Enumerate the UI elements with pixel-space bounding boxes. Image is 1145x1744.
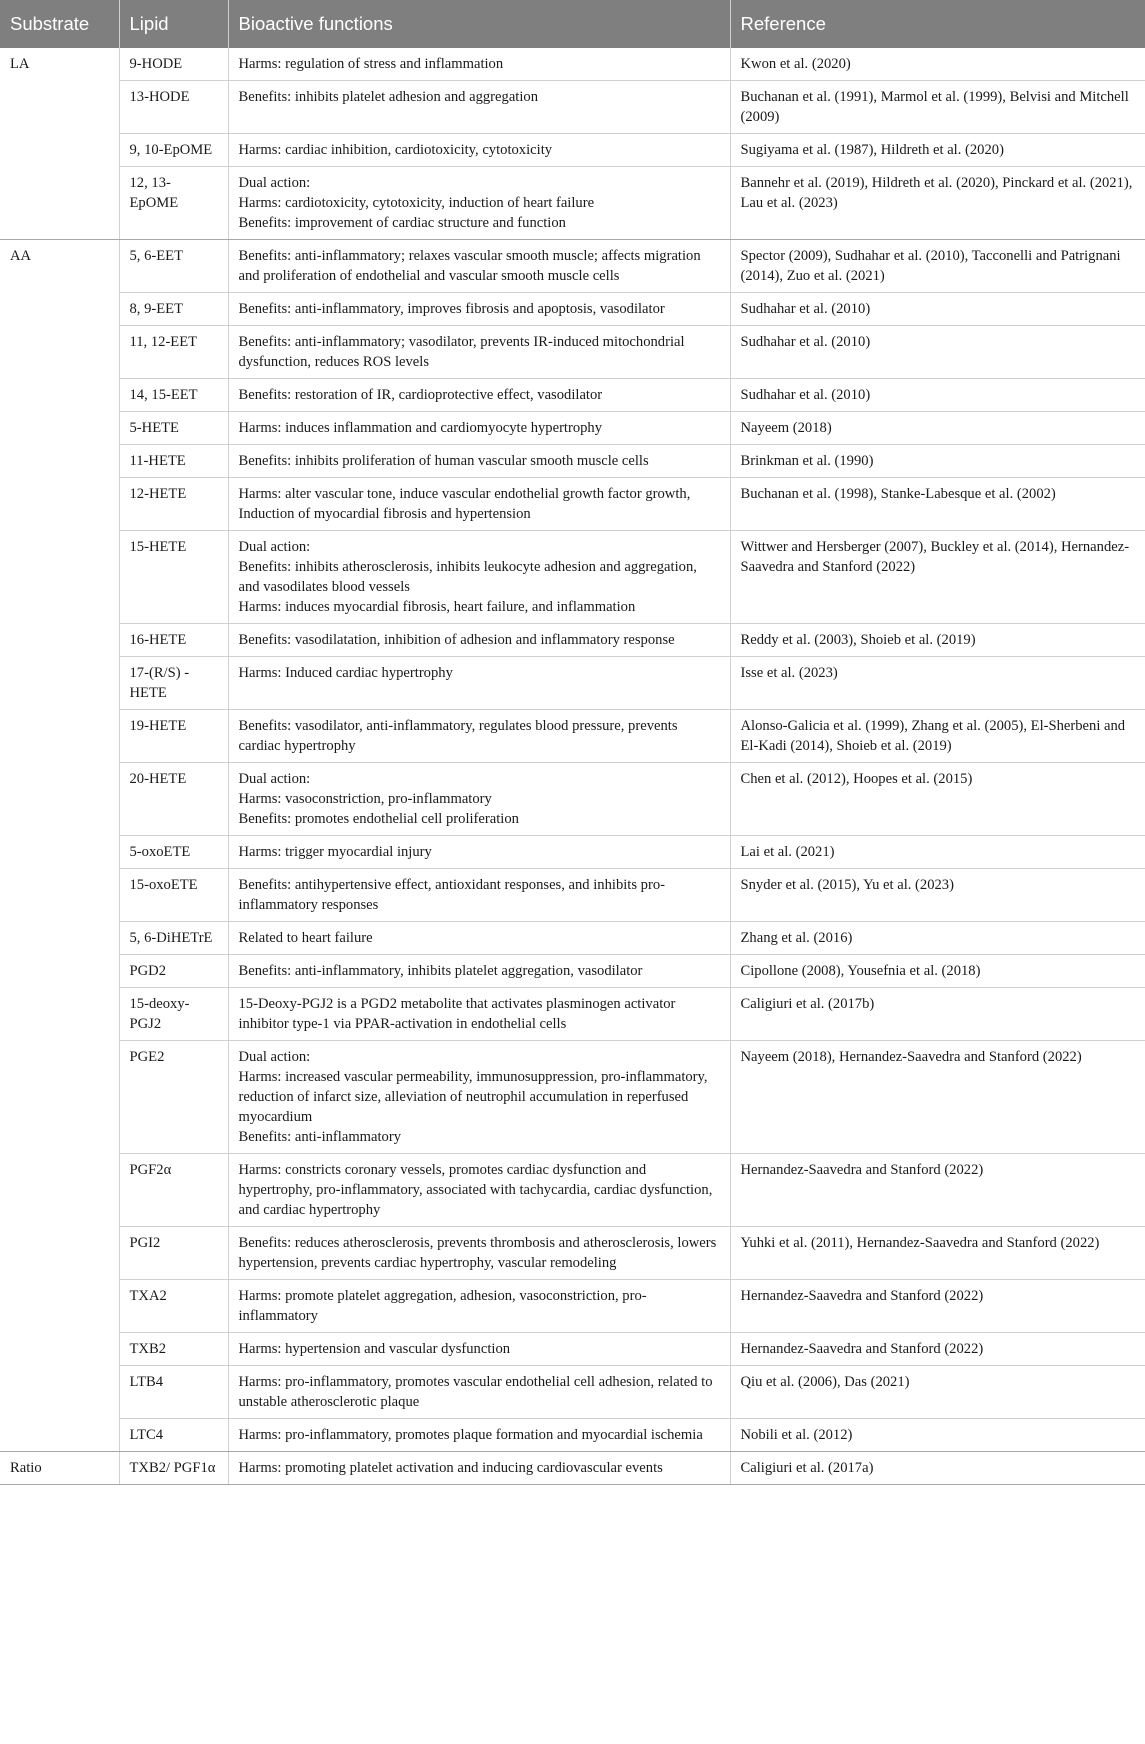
function-line: Harms: pro-inflammatory, promotes plaque formation and myocardial ischemia [238, 1427, 703, 1443]
substrate-cell: Ratio [0, 1452, 119, 1485]
bioactive-functions-cell [228, 657, 730, 710]
bioactive-functions-cell [228, 1227, 730, 1280]
reference-cell: Buchanan et al. (1991), Marmol et al. (1999), Belvisi and Mitchell (2009) [730, 81, 1145, 134]
table-row [0, 167, 1145, 240]
header-lipid: Lipid [119, 0, 228, 48]
reference-cell: Sudhahar et al. (2010) [730, 326, 1145, 379]
function-line: Harms: induces inflammation and cardiomyocyte hypertrophy [238, 420, 603, 436]
table-row [0, 326, 1145, 379]
table-row [0, 763, 1145, 836]
function-line: Benefits: anti-inflammatory [238, 1129, 402, 1145]
bioactive-functions-cell [228, 710, 730, 763]
lipid-cell: 9, 10-EpOME [119, 134, 228, 167]
lipid-cell: 15-deoxy-PGJ2 [119, 988, 228, 1041]
reference-cell: Bannehr et al. (2019), Hildreth et al. (2020), Pinckard et al. (2021), Lau et al. (2023) [730, 167, 1145, 240]
function-line: Harms: pro-inflammatory, promotes vascular endothelial cell adhesion, related to unstable atherosclerotic plaque [238, 1374, 713, 1410]
table-row [0, 1452, 1145, 1485]
lipid-cell: TXB2 [119, 1333, 228, 1366]
bioactive-functions-cell [228, 763, 730, 836]
reference-cell: Nayeem (2018), Hernandez-Saavedra and Stanford (2022) [730, 1041, 1145, 1154]
table-row [0, 240, 1145, 293]
function-line: 15-Deoxy-PGJ2 is a PGD2 metabolite that activates plasminogen activator inhibitor type-1 via PPAR-activation in endothelial cells [238, 996, 676, 1032]
lipid-cell: 9-HODE [119, 48, 228, 81]
function-line: Benefits: anti-inflammatory; vasodilator, prevents IR-induced mitochondrial dysfunction, reduces ROS levels [238, 334, 685, 370]
reference-cell: Kwon et al. (2020) [730, 48, 1145, 81]
lipid-cell: PGD2 [119, 955, 228, 988]
reference-cell: Yuhki et al. (2011), Hernandez-Saavedra and Stanford (2022) [730, 1227, 1145, 1280]
reference-cell: Snyder et al. (2015), Yu et al. (2023) [730, 869, 1145, 922]
function-line: Harms: increased vascular permeability, immunosuppression, pro-inflammatory, reduction of infarct size, alleviation of neutrophil accumulation in reperfused myocardium [238, 1069, 708, 1125]
header-substrate: Substrate [0, 0, 119, 48]
bioactive-functions-cell [228, 922, 730, 955]
function-line: Harms: vasoconstriction, pro-inflammatory [238, 791, 492, 807]
function-line: Benefits: improvement of cardiac structure and function [238, 215, 566, 231]
function-line: Harms: cardiac inhibition, cardiotoxicity, cytotoxicity [238, 142, 553, 158]
lipid-cell: 16-HETE [119, 624, 228, 657]
reference-cell: Wittwer and Hersberger (2007), Buckley et al. (2014), Hernandez-Saavedra and Stanford (2022) [730, 531, 1145, 624]
bioactive-functions-cell [228, 478, 730, 531]
table-row [0, 1154, 1145, 1227]
table-row [0, 48, 1145, 81]
table-row [0, 955, 1145, 988]
lipid-cell: PGE2 [119, 1041, 228, 1154]
reference-cell: Lai et al. (2021) [730, 836, 1145, 869]
reference-cell: Alonso-Galicia et al. (1999), Zhang et al. (2005), El-Sherbeni and El-Kadi (2014), Shoieb et al. (2019) [730, 710, 1145, 763]
lipid-cell: 17-(R/S) -HETE [119, 657, 228, 710]
header-bioactive-functions: Bioactive functions [228, 0, 730, 48]
header-row [0, 0, 1145, 48]
lipid-cell: 15-oxoETE [119, 869, 228, 922]
table-row [0, 1280, 1145, 1333]
bioactive-functions-cell [228, 445, 730, 478]
reference-cell: Cipollone (2008), Yousefnia et al. (2018) [730, 955, 1145, 988]
substrate-cell: AA [0, 240, 119, 1452]
lipid-cell: 12, 13-EpOME [119, 167, 228, 240]
lipid-cell: 20-HETE [119, 763, 228, 836]
reference-cell: Hernandez-Saavedra and Stanford (2022) [730, 1333, 1145, 1366]
table-row [0, 412, 1145, 445]
bioactive-functions-cell [228, 379, 730, 412]
bioactive-functions-cell [228, 240, 730, 293]
bioactive-functions-cell [228, 988, 730, 1041]
lipid-cell: PGF2α [119, 1154, 228, 1227]
function-line: Dual action: [238, 175, 311, 191]
table-row [0, 445, 1145, 478]
table-row [0, 922, 1145, 955]
function-line: Harms: trigger myocardial injury [238, 844, 432, 860]
reference-cell: Reddy et al. (2003), Shoieb et al. (2019) [730, 624, 1145, 657]
lipid-cell: 8, 9-EET [119, 293, 228, 326]
lipid-cell: TXA2 [119, 1280, 228, 1333]
function-line: Benefits: anti-inflammatory, improves fibrosis and apoptosis, vasodilator [238, 301, 665, 317]
lipid-cell: 15-HETE [119, 531, 228, 624]
reference-cell: Isse et al. (2023) [730, 657, 1145, 710]
reference-cell: Sudhahar et al. (2010) [730, 293, 1145, 326]
table-row [0, 869, 1145, 922]
lipid-cell: 11-HETE [119, 445, 228, 478]
function-line: Benefits: inhibits atherosclerosis, inhibits leukocyte adhesion and aggregation, and vasodilates blood vessels [238, 559, 697, 595]
table-row [0, 379, 1145, 412]
bioactive-functions-cell [228, 134, 730, 167]
substrate-cell: LA [0, 48, 119, 240]
reference-cell: Spector (2009), Sudhahar et al. (2010), Tacconelli and Patrignani (2014), Zuo et al. (2021) [730, 240, 1145, 293]
table-row [0, 988, 1145, 1041]
lipid-cell: 5-oxoETE [119, 836, 228, 869]
table-row [0, 1227, 1145, 1280]
function-line: Harms: constricts coronary vessels, promotes cardiac dysfunction and hypertrophy, pro-inflammatory, associated with tachycardia, cardiac dysfunction, and cardiac hypertrophy [238, 1162, 713, 1218]
function-line: Benefits: promotes endothelial cell proliferation [238, 811, 519, 827]
bioactive-functions-cell [228, 836, 730, 869]
header-reference: Reference [730, 0, 1145, 48]
function-line: Harms: hypertension and vascular dysfunction [238, 1341, 511, 1357]
table-row [0, 1041, 1145, 1154]
bioactive-functions-cell [228, 1333, 730, 1366]
reference-cell: Brinkman et al. (1990) [730, 445, 1145, 478]
table-body [0, 48, 1145, 1485]
table-row [0, 134, 1145, 167]
lipid-cell: 19-HETE [119, 710, 228, 763]
lipid-cell: 5, 6-DiHETrE [119, 922, 228, 955]
bioactive-functions-cell [228, 326, 730, 379]
lipid-cell: TXB2/ PGF1α [119, 1452, 228, 1485]
function-line: Related to heart failure [238, 930, 373, 946]
bioactive-functions-cell [228, 167, 730, 240]
lipid-cell: 14, 15-EET [119, 379, 228, 412]
table-row [0, 710, 1145, 763]
table-row [0, 1333, 1145, 1366]
reference-cell: Sugiyama et al. (1987), Hildreth et al. (2020) [730, 134, 1145, 167]
function-line: Harms: promote platelet aggregation, adhesion, vasoconstriction, pro-inflammatory [238, 1288, 647, 1324]
bioactive-functions-cell [228, 1452, 730, 1485]
lipid-cell: 12-HETE [119, 478, 228, 531]
function-line: Benefits: restoration of IR, cardioprotective effect, vasodilator [238, 387, 603, 403]
function-line: Benefits: inhibits proliferation of human vascular smooth muscle cells [238, 453, 649, 469]
bioactive-functions-cell [228, 293, 730, 326]
reference-cell: Nayeem (2018) [730, 412, 1145, 445]
bioactive-functions-cell [228, 48, 730, 81]
reference-cell: Zhang et al. (2016) [730, 922, 1145, 955]
reference-cell: Chen et al. (2012), Hoopes et al. (2015) [730, 763, 1145, 836]
function-line: Harms: cardiotoxicity, cytotoxicity, induction of heart failure [238, 195, 595, 211]
function-line: Benefits: reduces atherosclerosis, prevents thrombosis and atherosclerosis, lowers hypertension, prevents cardiac hypertrophy, vascular remodeling [238, 1235, 717, 1271]
lipid-cell: PGI2 [119, 1227, 228, 1280]
lipid-cell: 5-HETE [119, 412, 228, 445]
table-row [0, 624, 1145, 657]
table-row [0, 293, 1145, 326]
lipid-cell: 5, 6-EET [119, 240, 228, 293]
table-row [0, 1419, 1145, 1452]
reference-cell: Sudhahar et al. (2010) [730, 379, 1145, 412]
function-line: Harms: Induced cardiac hypertrophy [238, 665, 453, 681]
bioactive-functions-cell [228, 624, 730, 657]
bioactive-functions-cell [228, 81, 730, 134]
lipid-cell: LTC4 [119, 1419, 228, 1452]
lipid-cell: LTB4 [119, 1366, 228, 1419]
reference-cell: Caligiuri et al. (2017a) [730, 1452, 1145, 1485]
function-line: Benefits: anti-inflammatory, inhibits platelet aggregation, vasodilator [238, 963, 643, 979]
bioactive-functions-cell [228, 1041, 730, 1154]
bioactive-functions-cell [228, 1154, 730, 1227]
table-row [0, 81, 1145, 134]
bioactive-functions-cell [228, 1366, 730, 1419]
function-line: Dual action: [238, 1049, 311, 1065]
function-line: Benefits: anti-inflammatory; relaxes vascular smooth muscle; affects migration and proliferation of endothelial and vascular smooth muscle cells [238, 248, 701, 284]
function-line: Harms: alter vascular tone, induce vascular endothelial growth factor growth, Induction of myocardial fibrosis and hypertension [238, 486, 691, 522]
function-line: Benefits: vasodilatation, inhibition of adhesion and inflammatory response [238, 632, 675, 648]
function-line: Dual action: [238, 771, 311, 787]
bioactive-functions-cell [228, 869, 730, 922]
function-line: Benefits: antihypertensive effect, antioxidant responses, and inhibits pro-inflammatory responses [238, 877, 665, 913]
function-line: Harms: induces myocardial fibrosis, heart failure, and inflammation [238, 599, 636, 615]
bioactive-functions-cell [228, 531, 730, 624]
bioactive-functions-cell [228, 1419, 730, 1452]
table-row [0, 531, 1145, 624]
reference-cell: Caligiuri et al. (2017b) [730, 988, 1145, 1041]
bioactive-functions-cell [228, 955, 730, 988]
table-row [0, 1366, 1145, 1419]
function-line: Harms: promoting platelet activation and inducing cardiovascular events [238, 1460, 663, 1476]
reference-cell: Buchanan et al. (1998), Stanke-Labesque et al. (2002) [730, 478, 1145, 531]
table-row [0, 657, 1145, 710]
function-line: Dual action: [238, 539, 311, 555]
lipid-cell: 11, 12-EET [119, 326, 228, 379]
table-row [0, 478, 1145, 531]
bioactive-functions-cell [228, 1280, 730, 1333]
reference-cell: Hernandez-Saavedra and Stanford (2022) [730, 1154, 1145, 1227]
reference-cell: Qiu et al. (2006), Das (2021) [730, 1366, 1145, 1419]
table-row [0, 836, 1145, 869]
function-line: Benefits: vasodilator, anti-inflammatory, regulates blood pressure, prevents cardiac hypertrophy [238, 718, 678, 754]
reference-cell: Nobili et al. (2012) [730, 1419, 1145, 1452]
function-line: Benefits: inhibits platelet adhesion and aggregation [238, 89, 538, 105]
reference-cell: Hernandez-Saavedra and Stanford (2022) [730, 1280, 1145, 1333]
bioactive-functions-cell [228, 412, 730, 445]
function-line: Harms: regulation of stress and inflammation [238, 56, 504, 72]
lipid-cell: 13-HODE [119, 81, 228, 134]
